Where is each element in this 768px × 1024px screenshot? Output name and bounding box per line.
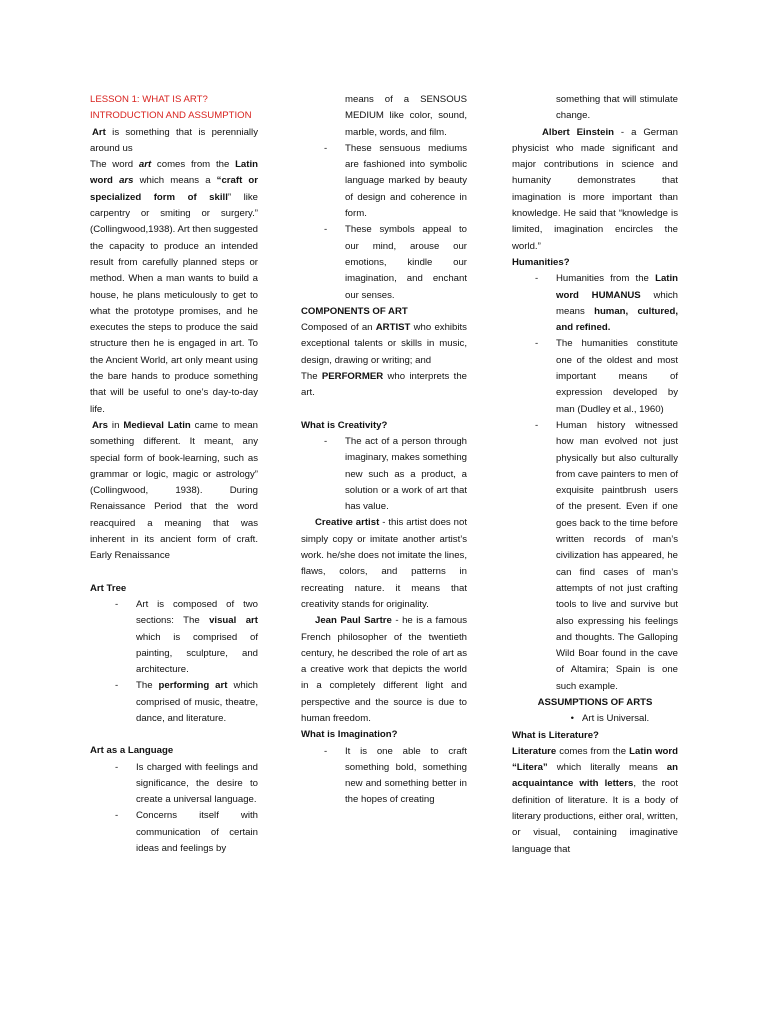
list-item-continued: something that will stimulate change. xyxy=(556,94,678,122)
column-3 xyxy=(512,92,678,858)
paragraph-literature: Literature comes from the Latin word “Litera” which literally means an acquaintance with letters, the root definition of literature. It is a body of literary productions, either oral, written, or visual, containing imaginative language that xyxy=(512,745,678,855)
paragraph-word-art: The word art comes from the Latin word ars which means a “craft or specialized form of skill” like carpentry or smiting or surgery.” (Collingwood,1938). Art then suggested the capacity to produce an intended result from carefully planned steps or method. When a man wants to build a house, he plans meticulously to get to what the prototype promises, and he executes the steps to produce the said structure then he is engaged in art. To the Ancient World, art only meant using the bare hands to produce something that will be useful to one’s day-to-day life. xyxy=(90,159,258,415)
paragraph-creative-artist: Creative artist - this artist does not simply copy or imitate another artist’s work. he/she does not imitate the lines, flaws, colors, and patterns in recreating nature. it means that creativity stands for originality. xyxy=(301,517,467,610)
paragraph-artist: Composed of an ARTIST who exhibits exceptional talents or skills in music, design, drawing or writing; and xyxy=(301,322,467,366)
list-item-continued: means of a SENSOUS MEDIUM like color, sound, marble, words, and film. xyxy=(345,94,467,138)
column-2 xyxy=(301,92,467,809)
lesson-title: LESSON 1: WHAT IS ART? INTRODUCTION AND ASSUMPTION xyxy=(90,94,252,122)
list-item: - It is one able to craft something bold, something new and something better in the hopes of creating xyxy=(324,745,467,806)
imagination-heading: What is Imagination? xyxy=(301,729,398,741)
paragraph-sartre: Jean Paul Sartre - he is a famous French philosopher of the twentieth century, he described the role of art as a creative work that depicts the world in a completely different light and perspective and the source is due to human freedom. xyxy=(301,615,467,724)
paragraph-performer: The PERFORMER who interprets the art. xyxy=(301,371,467,399)
list-item: - The performing art which comprised of music, theatre, dance, and literature. xyxy=(115,680,258,724)
paragraph-medieval: Ars in Medieval Latin came to mean something different. It meant, any special form of book-learning, such as grammar or logic, magic or astrology” (Collingwood, 1938). During Renaissance Period that the word reacquired a meaning that was inherent in its ancient form of craft. Early Renaissance xyxy=(90,419,258,562)
list-item: - The humanities constitute one of the oldest and most important means of expression developed by man (Dudley et al., 1960) xyxy=(535,338,678,415)
list-item: - The act of a person through imaginary, makes something new such as a product, a solution or a work of art that has value. xyxy=(324,435,467,513)
column-1 xyxy=(90,92,258,857)
paragraph-einstein: Albert Einstein - a German physicist who made significant and major contributions in science and humanity demonstrates that imagination is more important than knowledge. He said that “knowledge is limited, imagination encircles the world.” xyxy=(512,126,678,252)
literature-heading: What is Literature? xyxy=(512,729,599,741)
assumptions-heading: ASSUMPTIONS OF ARTS xyxy=(537,696,653,708)
components-heading: COMPONENTS OF ART xyxy=(301,305,408,317)
humanities-heading: Humanities? xyxy=(512,256,570,268)
list-item: - Art is composed of two sections: The visual art which is comprised of painting, sculpture, and architecture. xyxy=(115,598,258,676)
list-item: - Is charged with feelings and significance, the desire to create a universal language. xyxy=(115,761,258,806)
art-tree-heading: Art Tree xyxy=(90,582,127,594)
list-item: - Humanities from the Latin word HUMANUS which means human, cultured, and refined. xyxy=(535,273,678,334)
list-item: - These sensuous mediums are fashioned into symbolic language marked by beauty of design and coherence in form. xyxy=(324,142,467,220)
list-item: - Human history witnessed how man evolved not just physically but also culturally from cave painters to men of exquisite paintbrush users of the present. Even if one goes back to the time before written records of man’s civilization has appeared, he can find cases of man’s attempts of not just crafting tools to live and survive but also expressing his feelings and thoughts. The Galloping Wild Boar found in the cave of Altamira; Spain is one such example. xyxy=(535,419,678,692)
bullet-item: • Art is Universal. xyxy=(570,713,650,725)
creativity-heading: What is Creativity? xyxy=(301,419,388,431)
art-language-heading: Art as a Language xyxy=(90,745,174,757)
list-item: - Concerns itself with communication of certain ideas and feelings by xyxy=(115,810,258,855)
list-item: - These symbols appeal to our mind, arouse our emotions, kindle our imagination, and enchant our senses. xyxy=(324,224,467,301)
paragraph-art-intro: Art is something that is perennially around us xyxy=(90,126,258,154)
